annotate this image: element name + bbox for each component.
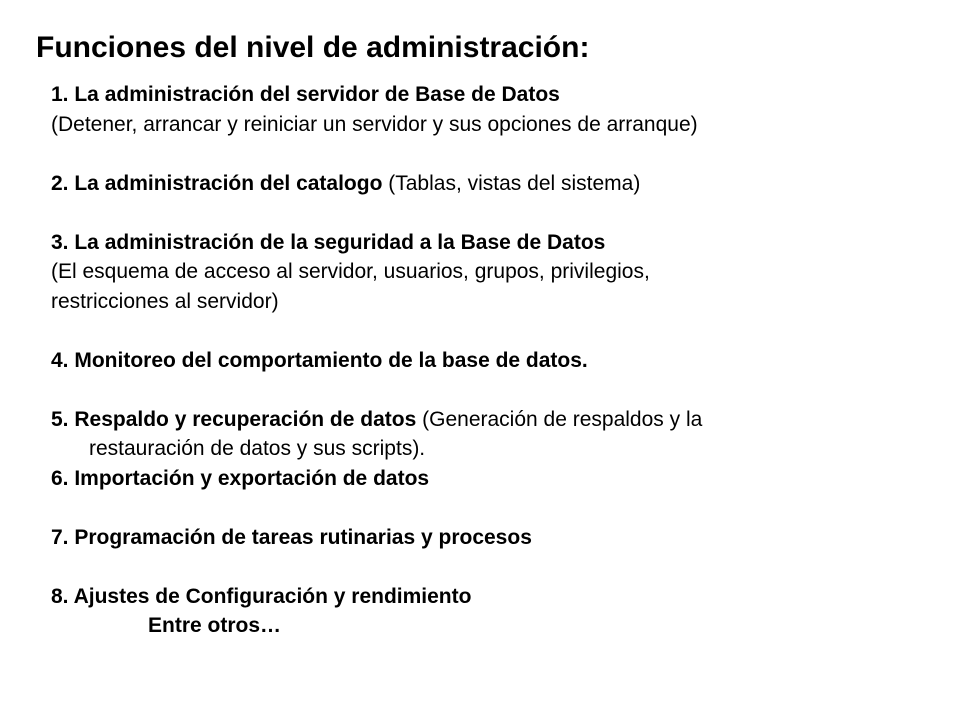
- item-5-heading: 5. Respaldo y recuperación de datos: [51, 407, 417, 431]
- item-2-heading: 2. La administración del catalogo: [51, 171, 383, 195]
- item-1-heading: 1. La administración del servidor de Base de Datos: [51, 83, 560, 106]
- list-item-6: [51, 464, 931, 494]
- spacer: [51, 139, 931, 169]
- item-5-detail-line-1: (Generación de respaldos y la: [416, 407, 703, 431]
- function-list: [51, 80, 931, 641]
- item-1-detail: (Detener, arrancar y reiniciar un servidor y sus opciones de arranque): [51, 112, 698, 136]
- item-8-heading: 8. Ajustes de Configuración y rendimiento: [51, 584, 472, 608]
- item-3-detail-line-2: restricciones al servidor): [51, 289, 279, 313]
- spacer: [51, 493, 931, 523]
- item-5-detail-line-2: restauración de datos y sus scripts).: [89, 437, 426, 460]
- item-3-detail-line-1: (El esquema de acceso al servidor, usuarios, grupos, privilegios,: [51, 260, 650, 283]
- item-6-heading: 6. Importación y exportación de datos: [51, 466, 430, 490]
- slide-title: Funciones del nivel de administración:: [36, 31, 590, 64]
- item-2-detail: (Tablas, vistas del sistema): [382, 171, 641, 195]
- spacer: [51, 198, 931, 228]
- item-8-extra: Entre otros…: [148, 614, 282, 637]
- list-item-8: [51, 582, 931, 612]
- list-item-5: [51, 405, 931, 435]
- spacer: [51, 316, 931, 346]
- list-item-7: [51, 523, 931, 553]
- list-item-4: [51, 346, 931, 376]
- item-7-heading: 7. Programación de tareas rutinarias y procesos: [51, 525, 532, 549]
- list-item-3: [51, 228, 931, 258]
- spacer: [51, 375, 931, 405]
- item-3-heading: 3. La administración de la seguridad a la Base de Datos: [51, 230, 606, 254]
- item-4-heading: 4. Monitoreo del comportamiento de la base de datos.: [51, 348, 588, 372]
- list-item-1: [51, 80, 931, 110]
- list-item-2: [51, 169, 931, 199]
- spacer: [51, 552, 931, 582]
